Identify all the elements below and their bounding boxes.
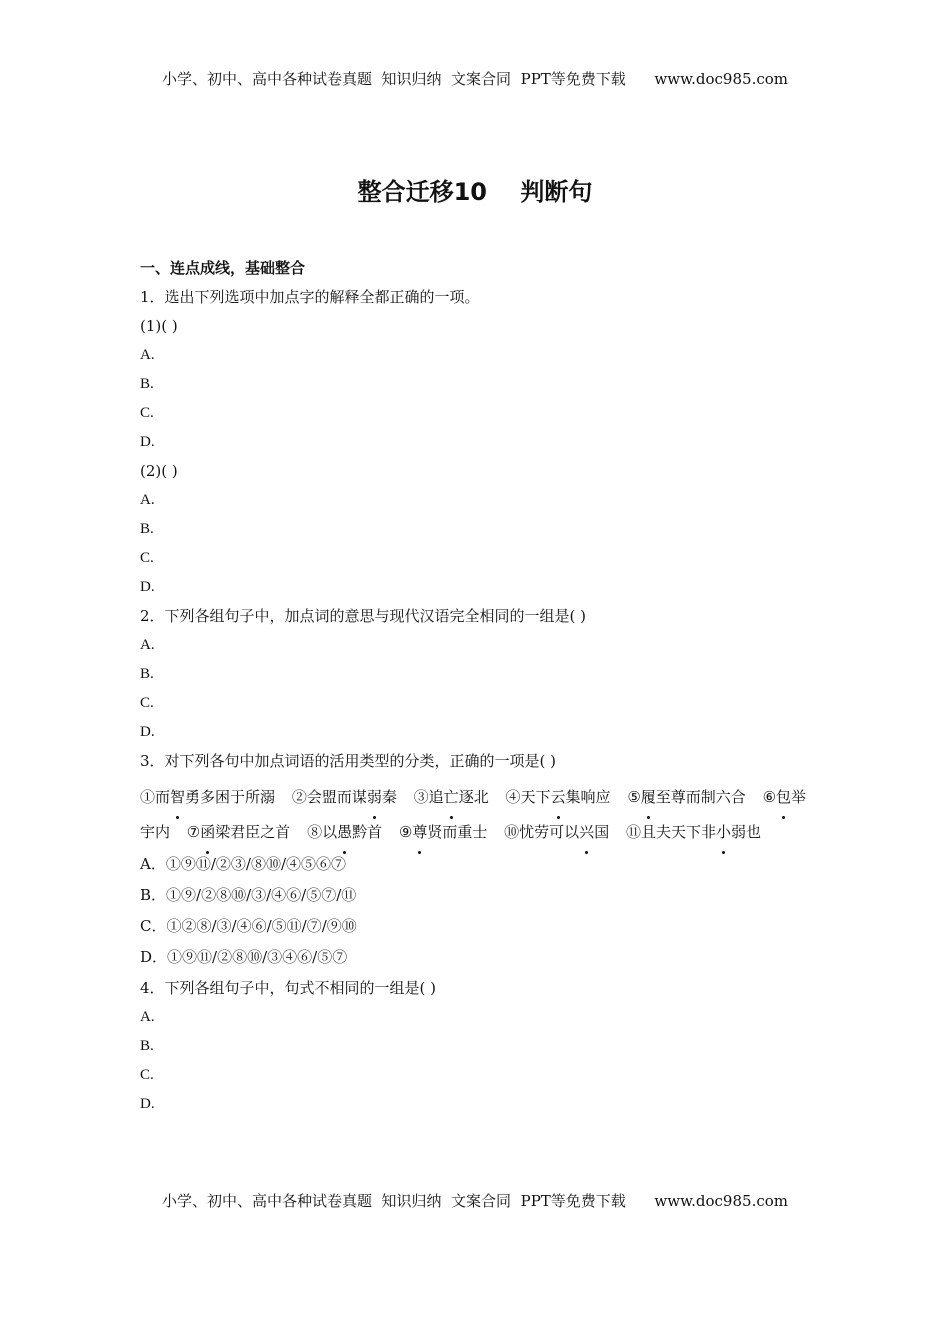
dotted-character: 函: [200, 815, 215, 850]
q3-sentence-item: [307, 823, 382, 841]
question-1-sub-2: (2)( ): [140, 462, 178, 480]
sentence-text: 国: [594, 823, 610, 841]
q1-sub1-option-c: C.: [140, 405, 154, 421]
q3-answer-c: C．①②⑧/③/④⑥/⑤⑪/⑦/⑨⑩: [140, 917, 357, 935]
sentence-text: 秦: [381, 788, 397, 806]
sentence-text: ①而: [140, 788, 171, 806]
q2-option-b: B.: [140, 666, 154, 682]
q3-sentence-item: [627, 788, 745, 806]
q3-sentence-item: [505, 788, 610, 806]
question-3-stem: 3．对下列各句中加点词语的活用类型的分类，正确的一项是( ): [140, 752, 557, 770]
q4-option-c: C.: [140, 1067, 154, 1083]
sentence-text: 至尊而制六合: [655, 788, 746, 806]
q3-sentence-item: [504, 823, 609, 841]
q3-sentence-item: [414, 788, 489, 806]
q3-answer-d: D．①⑨⑪/②⑧⑩/③④⑥/⑤⑦: [140, 948, 348, 966]
q3-sentence-item: [187, 823, 290, 841]
sentence-text: ⑧以: [307, 823, 338, 841]
sentence-text: ⑦: [186, 823, 201, 841]
dotted-character: 小: [716, 815, 731, 850]
question-1-stem: 1．选出下列选项中加点字的解释全都正确的一项。: [140, 288, 480, 306]
q3-sentence-item: [140, 788, 275, 806]
q1-sub1-option-d: D.: [140, 434, 155, 450]
q4-option-b: B.: [140, 1038, 154, 1054]
sentence-text: ④天下: [505, 788, 551, 806]
q2-option-c: C.: [140, 695, 154, 711]
dotted-character: 亡: [444, 780, 459, 815]
sentence-text: ⑤: [627, 788, 641, 806]
sentence-text: 举宇内: [140, 788, 807, 841]
dotted-character: 包: [776, 780, 791, 815]
sentence-text: 梁君臣之首: [215, 823, 291, 841]
q2-option-d: D.: [140, 724, 155, 740]
q1-sub2-option-c: C.: [140, 550, 154, 566]
dotted-character: 履: [641, 780, 656, 815]
q3-answer-b: B．①⑨/②⑧⑩/③/④⑥/⑤⑦/⑪: [140, 886, 357, 904]
page-footer: 小学、初中、高中各种试卷真题 知识归纳 文案合同 PPT等免费下载 www.doc985.com: [161, 1192, 788, 1210]
q3-answer-a: A．①⑨⑪/②③/⑧⑩/④⑤⑥⑦: [140, 855, 346, 873]
section-heading: 一、连点成线，基础整合: [140, 259, 306, 277]
q4-option-d: D.: [140, 1096, 155, 1112]
question-1-sub-1: (1)( ): [140, 317, 178, 335]
document-body: [140, 256, 816, 1121]
sentence-text: 贤而重士: [427, 823, 488, 841]
q1-sub2-option-a: A.: [140, 492, 155, 508]
q1-sub1-option-a: A.: [140, 347, 155, 363]
sentence-text: ⑩忧劳可以: [504, 823, 580, 841]
dotted-character: 尊: [412, 815, 427, 850]
q4-option-a: A.: [140, 1009, 155, 1025]
sentence-text: ⑪且夫天下非: [625, 823, 716, 841]
dotted-character: 云: [551, 780, 566, 815]
question-2-stem: 2．下列各组句子中，加点词的意思与现代汉语完全相同的一组是( ): [140, 607, 587, 625]
dotted-character: 兴: [579, 815, 594, 850]
q3-sentence-item: [626, 823, 761, 841]
dotted-character: 弱: [367, 780, 382, 815]
page-title: 整合迁移10 判断句: [357, 178, 593, 206]
question-4-stem: 4．下列各组句子中，句式不相同的一组是( ): [140, 979, 437, 997]
page-header: 小学、初中、高中各种试卷真题 知识归纳 文案合同 PPT等免费下载 www.doc985.com: [161, 70, 788, 88]
sentence-text: 弱也: [731, 823, 762, 841]
q3-sentence-item: [292, 788, 397, 806]
sentence-text: ⑥: [762, 788, 777, 806]
sentence-text: 逐北: [458, 788, 489, 806]
sentence-text: ⑨: [398, 823, 413, 841]
dotted-character: 智: [170, 780, 185, 815]
q3-sentence-item: [399, 823, 487, 841]
question-3-sentences: [140, 780, 816, 850]
sentence-text: 集响应: [565, 788, 611, 806]
q1-sub2-option-b: B.: [140, 521, 154, 537]
q1-sub2-option-d: D.: [140, 579, 155, 595]
q2-option-a: A.: [140, 637, 155, 653]
sentence-text: 黔首: [352, 823, 383, 841]
sentence-text: ③追: [413, 788, 444, 806]
sentence-text: ②会盟而谋: [291, 788, 367, 806]
q1-sub1-option-b: B.: [140, 376, 154, 392]
dotted-character: 愚: [337, 815, 352, 850]
sentence-text: 勇多困于所溺: [185, 788, 276, 806]
